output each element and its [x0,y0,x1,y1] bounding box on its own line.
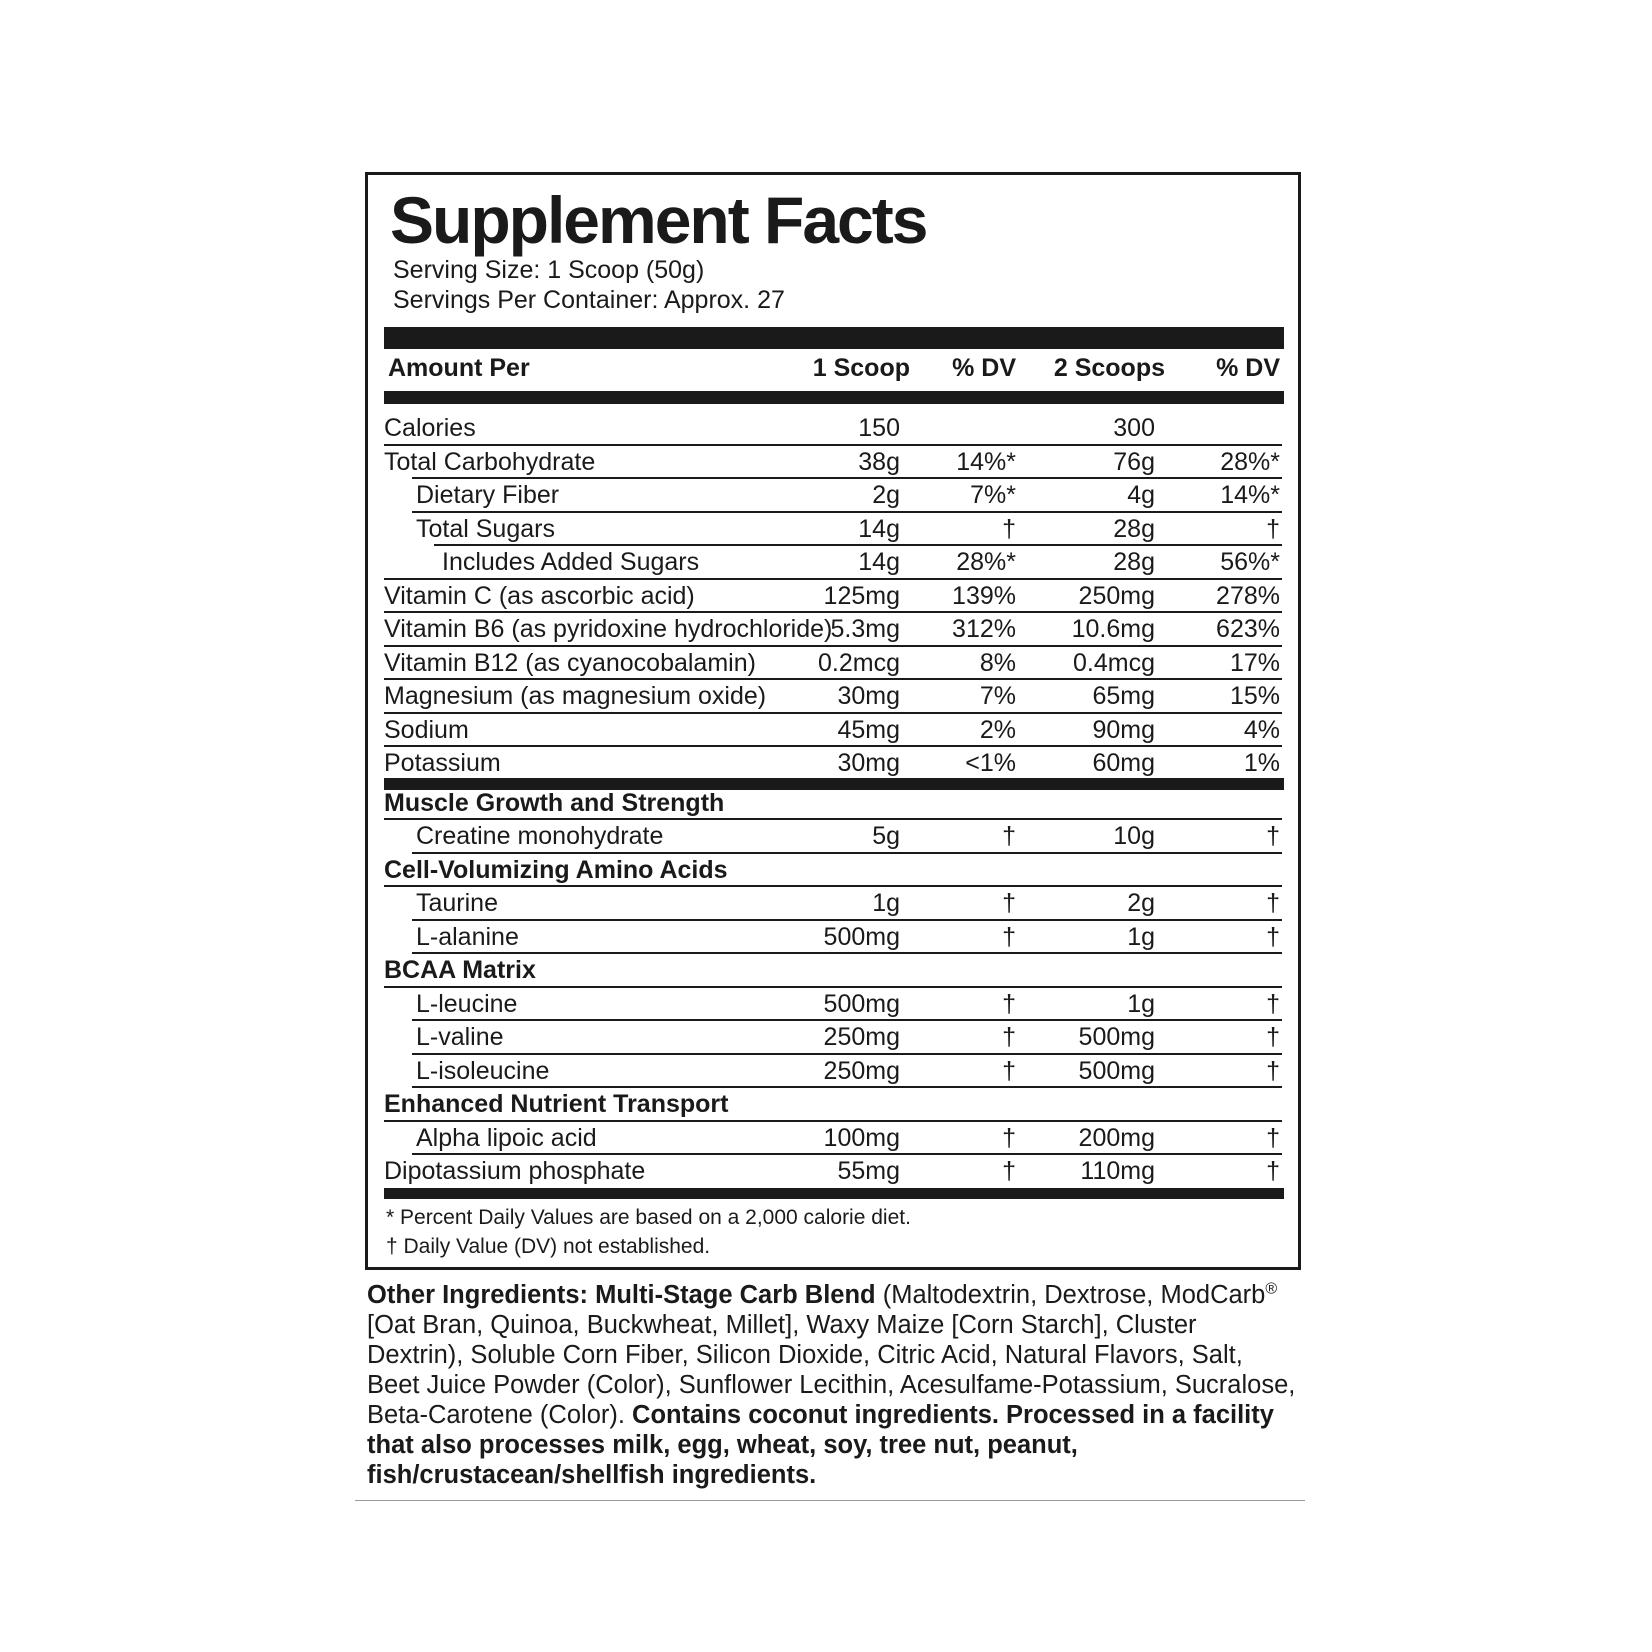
amount-1-scoop: 150 [858,414,900,442]
amount-2-scoops: 4g [1127,481,1155,509]
nutrient-name: Total Sugars [416,514,555,543]
section-divider [384,986,1282,988]
amount-2-scoops: 2g [1127,889,1155,917]
ingredients-part-2: [Oat Bran, Quinoa, Buckwheat, Millet], Waxy Maize [Corn Starch], Cluster Dextrin), Soluble Corn Fiber, Silicon Dioxide, Citric Acid, Natural Flavors, Salt, Beet Juice Powder (Color), Sunflower Lecithin, Acesulfame-Potassium, Sucralose, Beta-Carotene (Color). [367,1311,1296,1429]
nutrient-name: L-isoleucine [416,1056,550,1085]
amount-1-scoop: 45mg [837,715,900,744]
nutrient-name: Potassium [384,749,501,777]
dv-2-scoops: 56%* [1220,548,1280,576]
dv-1-scoop: † [1002,1023,1016,1051]
dv-1-scoop: † [1002,889,1016,917]
dv-2-scoops: † [1266,1056,1280,1085]
dv-1-scoop: 2% [979,715,1016,744]
thick-divider-header [384,391,1284,404]
dv-1-scoop: 8% [979,648,1016,677]
header-2-scoops: 2 Scoops [1053,354,1165,382]
row-divider [412,1153,1282,1155]
servings-per-container: Servings Per Container: Approx. 27 [393,286,785,314]
row-divider [412,919,1282,921]
dv-1-scoop: † [1002,1123,1016,1152]
footnote-dv-not-established: † Daily Value (DV) not established. [386,1235,711,1258]
dv-1-scoop: † [1002,822,1016,850]
row-divider [412,852,1282,854]
amount-1-scoop: 2g [872,481,900,509]
dv-2-scoops: 623% [1216,615,1280,643]
nutrient-name: L-leucine [416,989,518,1018]
amount-1-scoop: 250mg [823,1056,900,1085]
section-divider [384,885,1282,887]
other-ingredients [367,1280,1297,1490]
thick-divider-top [384,327,1284,349]
amount-2-scoops: 90mg [1092,715,1155,744]
dv-2-scoops: 28%* [1220,447,1280,476]
dv-1-scoop: 7% [979,682,1016,710]
amount-2-scoops: 28g [1113,548,1155,576]
nutrient-name: Sodium [384,715,469,744]
section-divider [384,1120,1282,1122]
dv-1-scoop: † [1002,1056,1016,1085]
header-dv-2: % DV [1216,354,1280,382]
dv-1-scoop: 312% [952,615,1016,643]
nutrient-name: Dipotassium phosphate [384,1157,646,1185]
serving-size: Serving Size: 1 Scoop (50g) [393,256,705,284]
nutrient-name: Calories [384,414,476,442]
dv-2-scoops: 14%* [1220,481,1280,509]
dv-2-scoops: † [1266,1123,1280,1152]
label-title: Supplement Facts [390,183,927,257]
dv-2-scoops: † [1266,822,1280,850]
dv-2-scoops: † [1266,514,1280,543]
row-divider [384,712,1282,714]
nutrient-name: Vitamin C (as ascorbic acid) [384,581,695,610]
amount-1-scoop: 14g [858,514,900,543]
row-divider [412,1086,1282,1088]
amount-2-scoops: 65mg [1092,682,1155,710]
dv-2-scoops: † [1266,1157,1280,1185]
section-heading: Cell-Volumizing Amino Acids [384,855,728,884]
amount-1-scoop: 14g [858,548,900,576]
row-divider [412,1053,1282,1055]
row-divider [384,611,1282,613]
nutrient-name: Vitamin B12 (as cyanocobalamin) [384,648,756,677]
dv-2-scoops: † [1266,889,1280,917]
amount-1-scoop: 500mg [823,922,900,951]
amount-1-scoop: 5g [872,822,900,850]
header-1-scoop: 1 Scoop [812,354,910,382]
dv-2-scoops: 278% [1216,581,1280,610]
footnote-daily-values: * Percent Daily Values are based on a 2,000 calorie diet. [386,1206,911,1229]
dv-1-scoop: 139% [952,581,1016,610]
amount-1-scoop: 30mg [837,749,900,777]
dv-1-scoop: 7%* [970,481,1016,509]
dv-1-scoop: † [1002,1157,1016,1185]
nutrient-name: L-valine [416,1023,504,1051]
thick-divider-bottom [384,1188,1284,1199]
ingredients-lead: Other Ingredients: Multi-Stage Carb Blend [367,1281,876,1309]
registered-mark: ® [1265,1280,1278,1298]
amount-2-scoops: 0.4mcg [1073,648,1155,677]
section-heading: Enhanced Nutrient Transport [384,1090,729,1118]
amount-1-scoop: 5.3mg [830,615,900,643]
nutrient-name: Creatine monohydrate [416,822,664,850]
row-divider [412,477,1282,479]
row-divider [384,578,1282,580]
amount-1-scoop: 38g [858,447,900,476]
row-divider [384,678,1282,680]
amount-2-scoops: 500mg [1078,1023,1155,1051]
nutrient-name: Includes Added Sugars [442,548,700,576]
amount-2-scoops: 300 [1113,414,1155,442]
dv-2-scoops: 1% [1243,749,1280,777]
dv-2-scoops: † [1266,922,1280,951]
dv-1-scoop: † [1002,989,1016,1018]
amount-1-scoop: 1g [872,889,900,917]
nutrient-name: L-alanine [416,922,519,951]
nutrient-name: Total Carbohydrate [384,447,596,476]
amount-2-scoops: 1g [1127,989,1155,1018]
row-divider [412,511,1282,513]
amount-2-scoops: 76g [1113,447,1155,476]
amount-2-scoops: 500mg [1078,1056,1155,1085]
amount-1-scoop: 125mg [823,581,900,610]
nutrient-name: Taurine [416,889,498,917]
row-divider [384,645,1282,647]
section-divider [384,818,1282,820]
nutrient-name: Vitamin B6 (as pyridoxine hydrochloride) [384,615,833,643]
bottom-divider [355,1500,1305,1501]
row-divider [384,444,1282,446]
supplement-facts-panel [365,172,1301,1270]
allergen-statement: Contains coconut ingredients. Processed in a facility that also processes milk, egg, wheat, soy, tree nut, peanut, fish/crustacean/shellfish ingredients. [367,1401,1274,1489]
dv-1-scoop: † [1002,922,1016,951]
row-divider [384,745,1282,747]
row-divider [412,1019,1282,1021]
nutrient-name: Magnesium (as magnesium oxide) [384,682,767,710]
dv-2-scoops: 4% [1243,715,1280,744]
amount-1-scoop: 0.2mcg [818,648,900,677]
amount-2-scoops: 1g [1127,922,1155,951]
row-divider [434,544,1282,546]
dv-1-scoop: <1% [965,749,1016,777]
amount-2-scoops: 10g [1113,822,1155,850]
amount-1-scoop: 250mg [823,1023,900,1051]
amount-1-scoop: 500mg [823,989,900,1018]
dv-2-scoops: 15% [1229,682,1280,710]
section-heading: BCAA Matrix [384,956,536,984]
dv-2-scoops: 17% [1229,648,1280,677]
section-heading: Muscle Growth and Strength [384,788,725,817]
dv-1-scoop: 28%* [956,548,1016,576]
amount-2-scoops: 250mg [1078,581,1155,610]
dv-2-scoops: † [1266,1023,1280,1051]
amount-2-scoops: 28g [1113,514,1155,543]
nutrient-name: Dietary Fiber [416,481,560,509]
amount-2-scoops: 10.6mg [1071,615,1155,643]
amount-1-scoop: 55mg [837,1157,900,1185]
dv-1-scoop: 14%* [956,447,1016,476]
amount-1-scoop: 30mg [837,682,900,710]
row-divider [412,952,1282,954]
amount-2-scoops: 110mg [1080,1157,1155,1185]
ingredients-part-1: (Maltodextrin, Dextrose, ModCarb [875,1281,1266,1309]
dv-2-scoops: † [1266,989,1280,1018]
amount-1-scoop: 100mg [823,1123,900,1152]
amount-2-scoops: 200mg [1078,1123,1155,1152]
header-amount-per: Amount Per [388,354,530,382]
amount-2-scoops: 60mg [1092,749,1155,777]
dv-1-scoop: † [1002,514,1016,543]
nutrient-name: Alpha lipoic acid [416,1123,597,1152]
header-dv-1: % DV [952,354,1016,382]
